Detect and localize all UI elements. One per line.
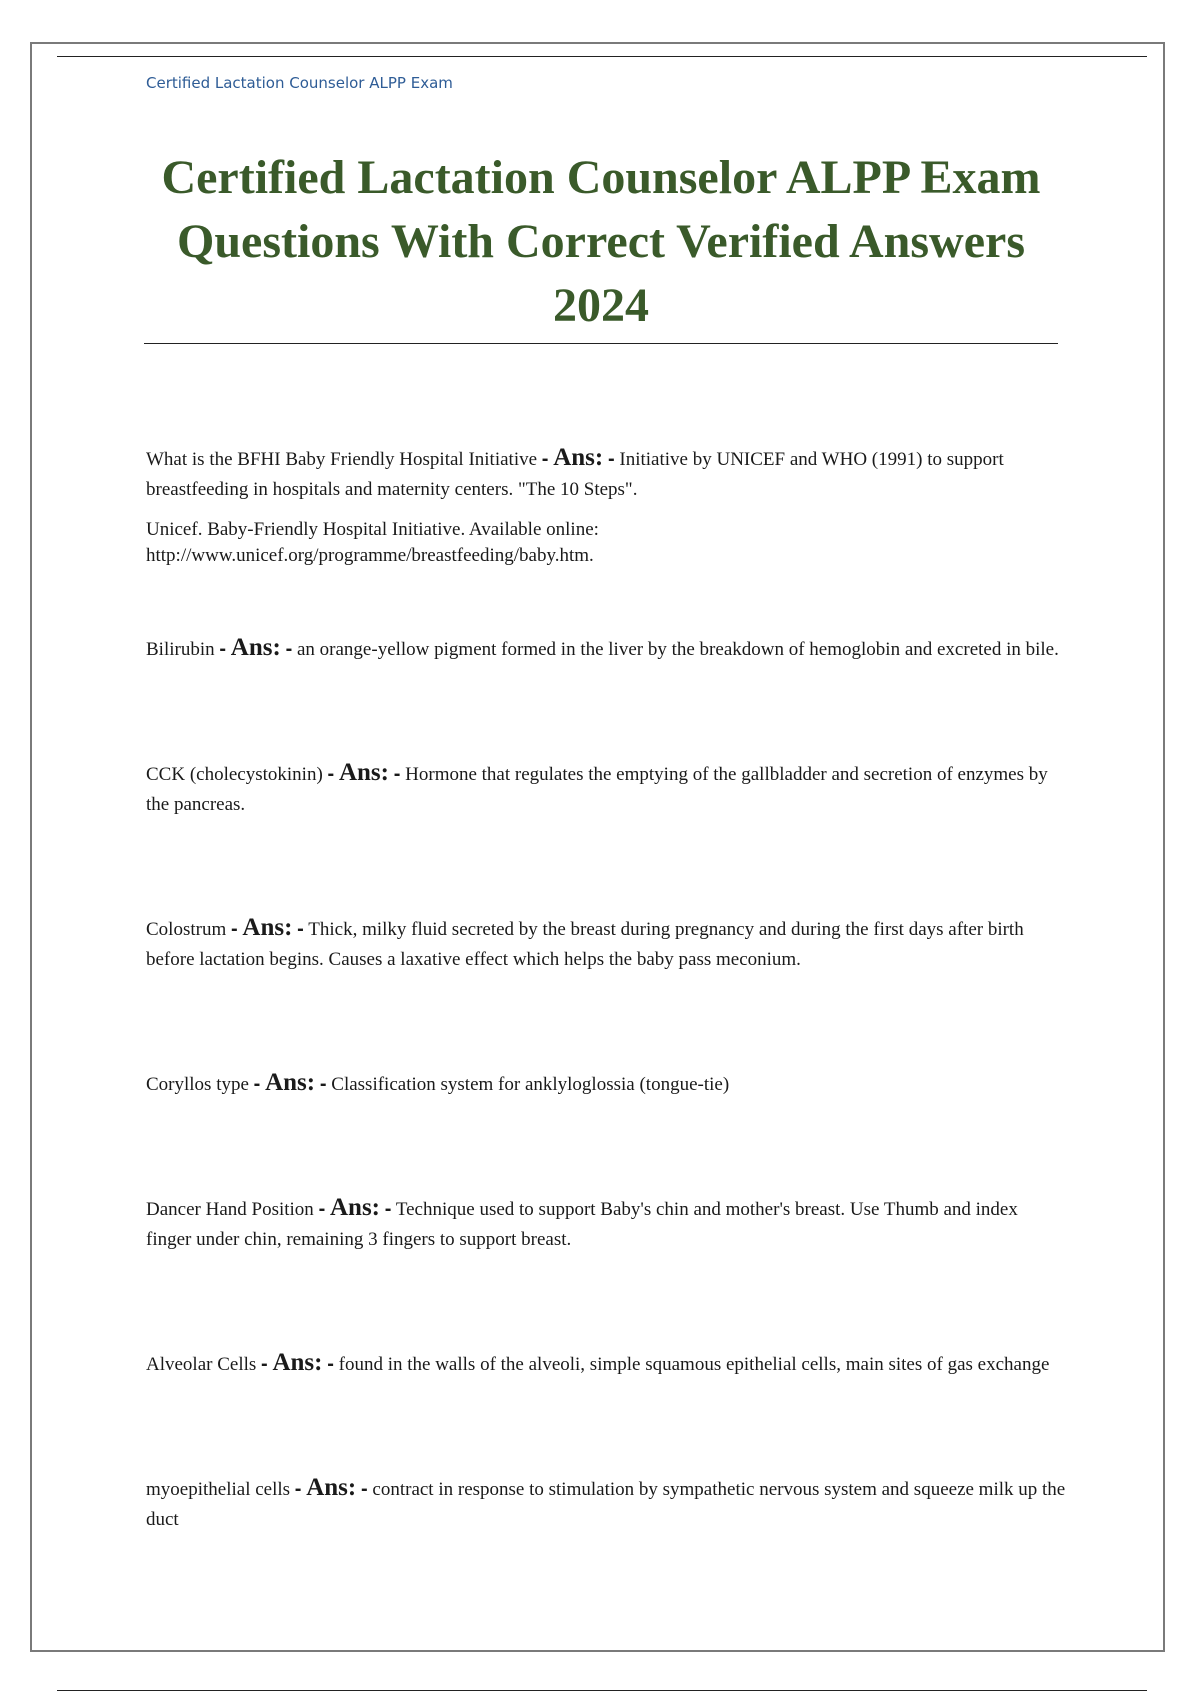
title-rule: [144, 343, 1058, 344]
qa-item: [146, 443, 1066, 505]
separator: -: [285, 638, 293, 660]
answer-label: Ans:: [553, 444, 604, 471]
separator: -: [319, 1073, 327, 1095]
separator: -: [541, 448, 549, 470]
document-title: Certified Lactation Counselor ALPP Exam Questions With Correct Verified Answers 2024: [161, 151, 1041, 332]
answer-text: an orange-yellow pigment formed in the liver by the breakdown of hemoglobin and excreted in bile.: [296, 639, 1059, 660]
qa-item: [146, 1193, 1066, 1255]
separator: -: [297, 918, 304, 940]
question-text: Bilirubin: [146, 639, 215, 660]
separator: -: [261, 1353, 268, 1375]
separator: -: [327, 1353, 334, 1375]
qa-item: [146, 758, 1066, 820]
separator: -: [327, 763, 335, 785]
question-text: Alveolar Cells: [146, 1354, 257, 1375]
answer-label: Ans:: [329, 1194, 380, 1221]
question-text: Dancer Hand Position: [146, 1199, 314, 1220]
separator: -: [384, 1198, 392, 1220]
separator: -: [253, 1073, 261, 1095]
separator: -: [607, 448, 615, 470]
qa-item: [146, 1348, 1066, 1380]
answer-text: Initiative by UNICEF and WHO (1991) to support breastfeeding in hospitals and maternity centers. "The 10 Steps".: [146, 449, 1004, 500]
reference-line: Unicef. Baby-Friendly Hospital Initiative. Available online:: [146, 519, 599, 540]
answer-label: Ans:: [338, 759, 389, 786]
answer-text: Classification system for anklyloglossia (tongue-tie): [331, 1074, 730, 1095]
reference-note: [146, 517, 1066, 569]
answer-text: found in the walls of the alveoli, simple squamous epithelial cells, main sites of gas exchange: [338, 1354, 1050, 1375]
qa-item: [146, 633, 1066, 665]
answer-label: Ans:: [242, 914, 293, 941]
separator: -: [219, 638, 227, 660]
separator: -: [230, 918, 238, 940]
qa-item: [146, 913, 1066, 975]
running-header: Certified Lactation Counselor ALPP Exam: [146, 74, 453, 92]
answer-text: Technique used to support Baby's chin and mother's breast. Use Thumb and index finger under chin, remaining 3 fingers to support breast.: [146, 1199, 1018, 1250]
answer-label: Ans:: [265, 1069, 316, 1096]
question-text: CCK (cholecystokinin): [146, 764, 323, 785]
bottom-rule: [57, 1690, 1147, 1691]
question-text: myoepithelial cells: [146, 1479, 291, 1500]
question-text: What is the BFHI Baby Friendly Hospital Initiative: [146, 449, 538, 470]
qa-list: [146, 443, 1066, 1535]
reference-url: http://www.unicef.org/programme/breastfeeding/baby.htm.: [146, 545, 594, 566]
answer-text: contract in response to stimulation by sympathetic nervous system and squeeze milk up the duct: [146, 1479, 1066, 1530]
question-text: Colostrum: [146, 919, 227, 940]
answer-text: Hormone that regulates the emptying of the gallbladder and secretion of enzymes by the pancreas.: [146, 764, 1048, 815]
separator: -: [318, 1198, 326, 1220]
separator: -: [360, 1478, 368, 1500]
qa-item: [146, 1068, 1066, 1100]
answer-text: Thick, milky fluid secreted by the breast during pregnancy and during the first days after birth before lactation begins. Causes a laxative effect which helps the baby pass meconium.: [146, 919, 1024, 970]
answer-label: Ans:: [306, 1474, 357, 1501]
separator: -: [294, 1478, 302, 1500]
separator: -: [393, 763, 401, 785]
qa-item: [146, 1473, 1066, 1535]
question-text: Coryllos type: [146, 1074, 249, 1095]
answer-label: Ans:: [230, 634, 281, 661]
top-rule: [57, 56, 1147, 57]
answer-label: Ans:: [272, 1349, 323, 1376]
